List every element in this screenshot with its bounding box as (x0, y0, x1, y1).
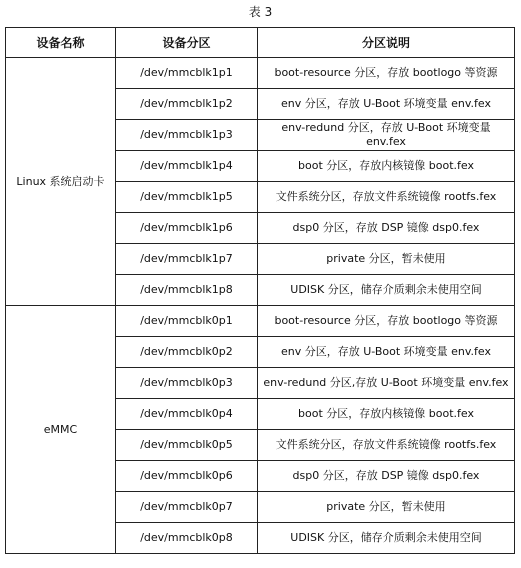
partition-description-cell: boot-resource 分区，存放 bootlogo 等资源 (258, 58, 515, 89)
partition-path-cell: /dev/mmcblk0p3 (116, 368, 258, 399)
partition-description-cell: boot 分区，存放内核镜像 boot.fex (258, 399, 515, 430)
device-name-cell: Linux 系统启动卡 (6, 58, 116, 306)
partition-path-cell: /dev/mmcblk0p1 (116, 306, 258, 337)
partition-path-cell: /dev/mmcblk1p3 (116, 120, 258, 151)
partition-path-cell: /dev/mmcblk0p7 (116, 492, 258, 523)
partition-path-cell: /dev/mmcblk1p2 (116, 89, 258, 120)
partition-description-cell: boot 分区，存放内核镜像 boot.fex (258, 151, 515, 182)
partition-description-cell: env-redund 分区，存放 U-Boot 环境变量 env.fex (258, 120, 515, 151)
partition-path-cell: /dev/mmcblk1p1 (116, 58, 258, 89)
partition-path-cell: /dev/mmcblk1p6 (116, 213, 258, 244)
partition-description-cell: dsp0 分区，存放 DSP 镜像 dsp0.fex (258, 461, 515, 492)
partition-path-cell: /dev/mmcblk0p5 (116, 430, 258, 461)
header-device-partition: 设备分区 (116, 28, 258, 58)
table-body (6, 58, 515, 554)
partition-description-cell: env 分区，存放 U-Boot 环境变量 env.fex (258, 337, 515, 368)
partition-description-cell: UDISK 分区，储存介质剩余未使用空间 (258, 275, 515, 306)
table-header-row (6, 28, 515, 58)
partition-description-cell: boot-resource 分区，存放 bootlogo 等资源 (258, 306, 515, 337)
partition-path-cell: /dev/mmcblk1p4 (116, 151, 258, 182)
table-row (6, 58, 515, 89)
partition-description-cell: 文件系统分区，存放文件系统镜像 rootfs.fex (258, 182, 515, 213)
partition-description-cell: 文件系统分区，存放文件系统镜像 rootfs.fex (258, 430, 515, 461)
partition-description-cell: private 分区，暂未使用 (258, 244, 515, 275)
partition-path-cell: /dev/mmcblk0p6 (116, 461, 258, 492)
partition-table (5, 27, 515, 554)
partition-path-cell: /dev/mmcblk0p8 (116, 523, 258, 554)
header-partition-description: 分区说明 (258, 28, 515, 58)
partition-description-cell: env-redund 分区,存放 U-Boot 环境变量 env.fex (258, 368, 515, 399)
partition-description-cell: private 分区，暂未使用 (258, 492, 515, 523)
partition-description-cell: dsp0 分区，存放 DSP 镜像 dsp0.fex (258, 213, 515, 244)
table-caption: 表 3 (248, 5, 273, 19)
header-device-name: 设备名称 (6, 28, 116, 58)
partition-path-cell: /dev/mmcblk0p2 (116, 337, 258, 368)
partition-description-cell: env 分区，存放 U-Boot 环境变量 env.fex (258, 89, 515, 120)
table-row (6, 306, 515, 337)
partition-path-cell: /dev/mmcblk0p4 (116, 399, 258, 430)
device-name-cell: eMMC (6, 306, 116, 554)
partition-description-cell: UDISK 分区，储存介质剩余未使用空间 (258, 523, 515, 554)
partition-path-cell: /dev/mmcblk1p7 (116, 244, 258, 275)
partition-path-cell: /dev/mmcblk1p5 (116, 182, 258, 213)
partition-path-cell: /dev/mmcblk1p8 (116, 275, 258, 306)
